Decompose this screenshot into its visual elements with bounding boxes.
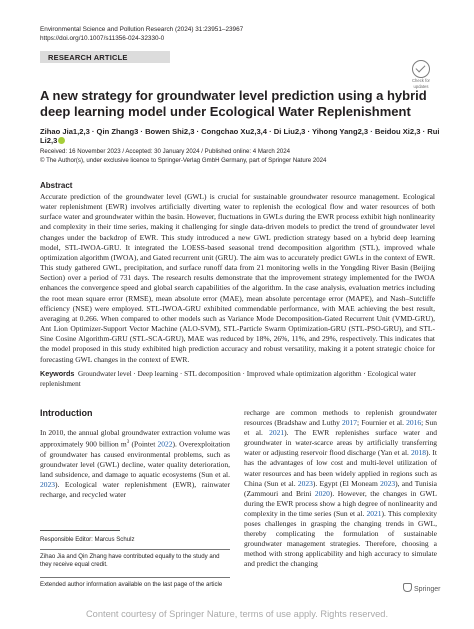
intro-text: ). Overexploitation of groundwater has caused environmental problems, such as groundwater level (GWL) decline, water quality deterioration, land subsidence, and damage to aquatic ecosystems (Sun et al. bbox=[40, 439, 230, 479]
intro-text: In 2010, the annual global groundwater extraction volume was approximately 900 billion m bbox=[40, 428, 230, 449]
publisher-name: Springer bbox=[414, 586, 441, 593]
footnote-divider bbox=[40, 577, 230, 578]
springer-horse-icon bbox=[403, 583, 412, 592]
publication-dates bbox=[40, 148, 326, 165]
citation-link[interactable]: 2023 bbox=[380, 478, 396, 488]
citation-link[interactable]: 2021 bbox=[366, 508, 382, 518]
footnote-extended-info: Extended author information available on the last page of the article bbox=[40, 581, 223, 588]
keywords-label: Keywords bbox=[40, 369, 75, 378]
springer-logo bbox=[403, 583, 440, 593]
citation-link[interactable]: 2021 bbox=[269, 428, 285, 438]
check-updates-icon bbox=[412, 60, 430, 78]
keywords bbox=[40, 369, 435, 389]
intro-text: ). Ecological water replenishment (EWR), rainwater recharge, and recycled water bbox=[40, 479, 230, 500]
doi-link[interactable]: https://doi.org/10.1007/s11356-024-32330-0 bbox=[40, 34, 165, 42]
abstract-heading: Abstract bbox=[40, 181, 73, 190]
check-for-updates-badge[interactable] bbox=[407, 60, 435, 89]
intro-text: ). This complexity poses challenges in grasping the changing trends in GWL, thereby complicating the formulation of sustainable groundwater management strategies. Therefore, choosing a method with strong applicability and high accuracy to simulate and predict the changing bbox=[244, 508, 437, 569]
intro-text: ), and Tunisia (Zammouri and Brini bbox=[244, 478, 437, 498]
superscript: 3 bbox=[126, 440, 130, 446]
orcid-icon[interactable] bbox=[58, 137, 65, 144]
abstract-text: Accurate prediction of the groundwater level (GWL) is crucial for sustainable groundwater resource management. Ecological water replenishment (EWR) involves artificially diverting water to replenish the ecological flow and water resources of both surface water and groundwater within the basin. However, fluctuations in GWLs during the EWR process exhibit high nonlinearity and complexity in their time series, making it challenging for single data-driven models to predict the trend of groundwater level changes under the backdrop of EWR. This study introduced a new GWL prediction strategy based on a hybrid deep learning model, STL-IWOA-GRU. It integrated the LOESS-based seasonal trend decomposition algorithm (STL), improved whale optimization algorithm (IWOA), and Gated recurrent unit (GRU). The aim was to accurately predict GWLs in the context of EWR. This study gathered GWL, precipitation, and surface runoff data from 21 monitoring wells in the Yongding River Basin (Beijing Section) over a period of 731 days. The research results demonstrate that the improvement strategy implemented for the IWOA enhances the convergence speed and global search capabilities of the algorithm. In the case analysis, evaluation metrics including the root mean square error (RMSE), mean absolute error (MAE), mean absolute percentage error (MAPE), and Nash–Sutcliffe efficiency (NSE) were employed. STL-IWOA-GRU exhibited commendable performance, with MAE achieving the best result, averaging at 0.266. When compared to other models such as Variance Mode Decomposition-Gated Recurrent Unit (VMD-GRU), Ant Lion Optimizer-Support Vector Machine (ALO-SVM), STL-Particle Swarm Optimization-GRU (STL-PSO-GRU), and STL-Sine Cosine Algorithm-GRU (STL-SCA-GRU), MAE was reduced by 18%, 26%, 11%, and 29%, respectively. This indicates that the model proposed in this study exhibited high prediction accuracy and robust versatility, making it a potent strategic choice for forecasting GWL changes in the context of EWR. bbox=[40, 192, 435, 364]
intro-text: ; Fournier et al. bbox=[357, 418, 407, 428]
intro-column-right bbox=[244, 408, 437, 570]
article-title: A new strategy for groundwater level prediction using a hybrid deep learning model under Ecological Water Replenishment bbox=[40, 88, 427, 119]
citation-link[interactable]: 2020 bbox=[314, 488, 330, 498]
author-list bbox=[40, 127, 450, 145]
badge-label-2: updates bbox=[413, 83, 429, 89]
intro-text: ). It has the advantages of low cost and multi-level utilization of water resources and has been widely applied in regions such as China (Sun et al. bbox=[244, 448, 437, 488]
journal-citation: Environmental Science and Pollution Research (2024) 31:23951–23967 bbox=[40, 26, 244, 33]
intro-text: ). The EWR replenishes surface water and groundwater in water-scarce areas by artificially transferring water or adjusting reservoir flood discharge (Yan et al. bbox=[244, 428, 437, 458]
citation-link[interactable]: 2018 bbox=[410, 448, 426, 458]
intro-column-left bbox=[40, 428, 230, 500]
intro-text: ). However, the changes in GWL during the EWR process show a high degree of nonlinearity and complexity in the time series (Sun et al. bbox=[244, 488, 437, 518]
footnote-divider bbox=[40, 549, 230, 550]
authors-text: Zihao Jia1,2,3 · Qin Zhang3 · Bowen Shi2,3 · Congchao Xu2,3,4 · Di Liu2,3 · Yihong Yang2,3 · Beidou Xi2,3 · Rui Li2,3 bbox=[40, 127, 440, 145]
dates-line: Received: 16 November 2023 / Accepted: 30 January 2024 / Published online: 4 March 2024 bbox=[40, 148, 291, 155]
intro-text: ). Egypt (El Moneam bbox=[312, 478, 381, 488]
citation-link[interactable]: 2023 bbox=[40, 479, 55, 489]
citation-link[interactable]: 2023 bbox=[297, 478, 313, 488]
article-type-label: RESEARCH ARTICLE bbox=[48, 53, 128, 62]
badge-label-1: Check for bbox=[412, 78, 430, 83]
keywords-text: Groundwater level · Deep learning · STL decomposition · Improved whale optimization algorithm · Ecological water replenishment bbox=[40, 370, 416, 388]
citation-link[interactable]: 2017 bbox=[342, 418, 358, 428]
intro-text: ; Sun et al. bbox=[244, 418, 437, 438]
courtesy-notice: Content courtesy of Springer Nature, terms of use apply. Rights reserved. bbox=[85, 609, 389, 619]
copyright-line: © The Author(s), under exclusive licence to Springer-Verlag GmbH Germany, part of Springer Nature 2024 bbox=[40, 156, 327, 164]
intro-text: recharge are common methods to replenish groundwater resources (Bradshaw and Luthy bbox=[244, 408, 437, 428]
introduction-heading: Introduction bbox=[40, 408, 93, 418]
footnote-divider bbox=[40, 530, 120, 531]
journal-header bbox=[40, 26, 243, 43]
intro-text: (Pointet bbox=[129, 439, 158, 449]
citation-link[interactable]: 2022 bbox=[157, 439, 173, 449]
citation-link[interactable]: 2016 bbox=[406, 418, 422, 428]
footnote-equal-contribution: Zihao Jia and Qin Zhang have contributed equally to the study and they receive equal credit. bbox=[40, 553, 220, 569]
footnote-editor: Responsible Editor: Marcus Schulz bbox=[40, 536, 135, 543]
